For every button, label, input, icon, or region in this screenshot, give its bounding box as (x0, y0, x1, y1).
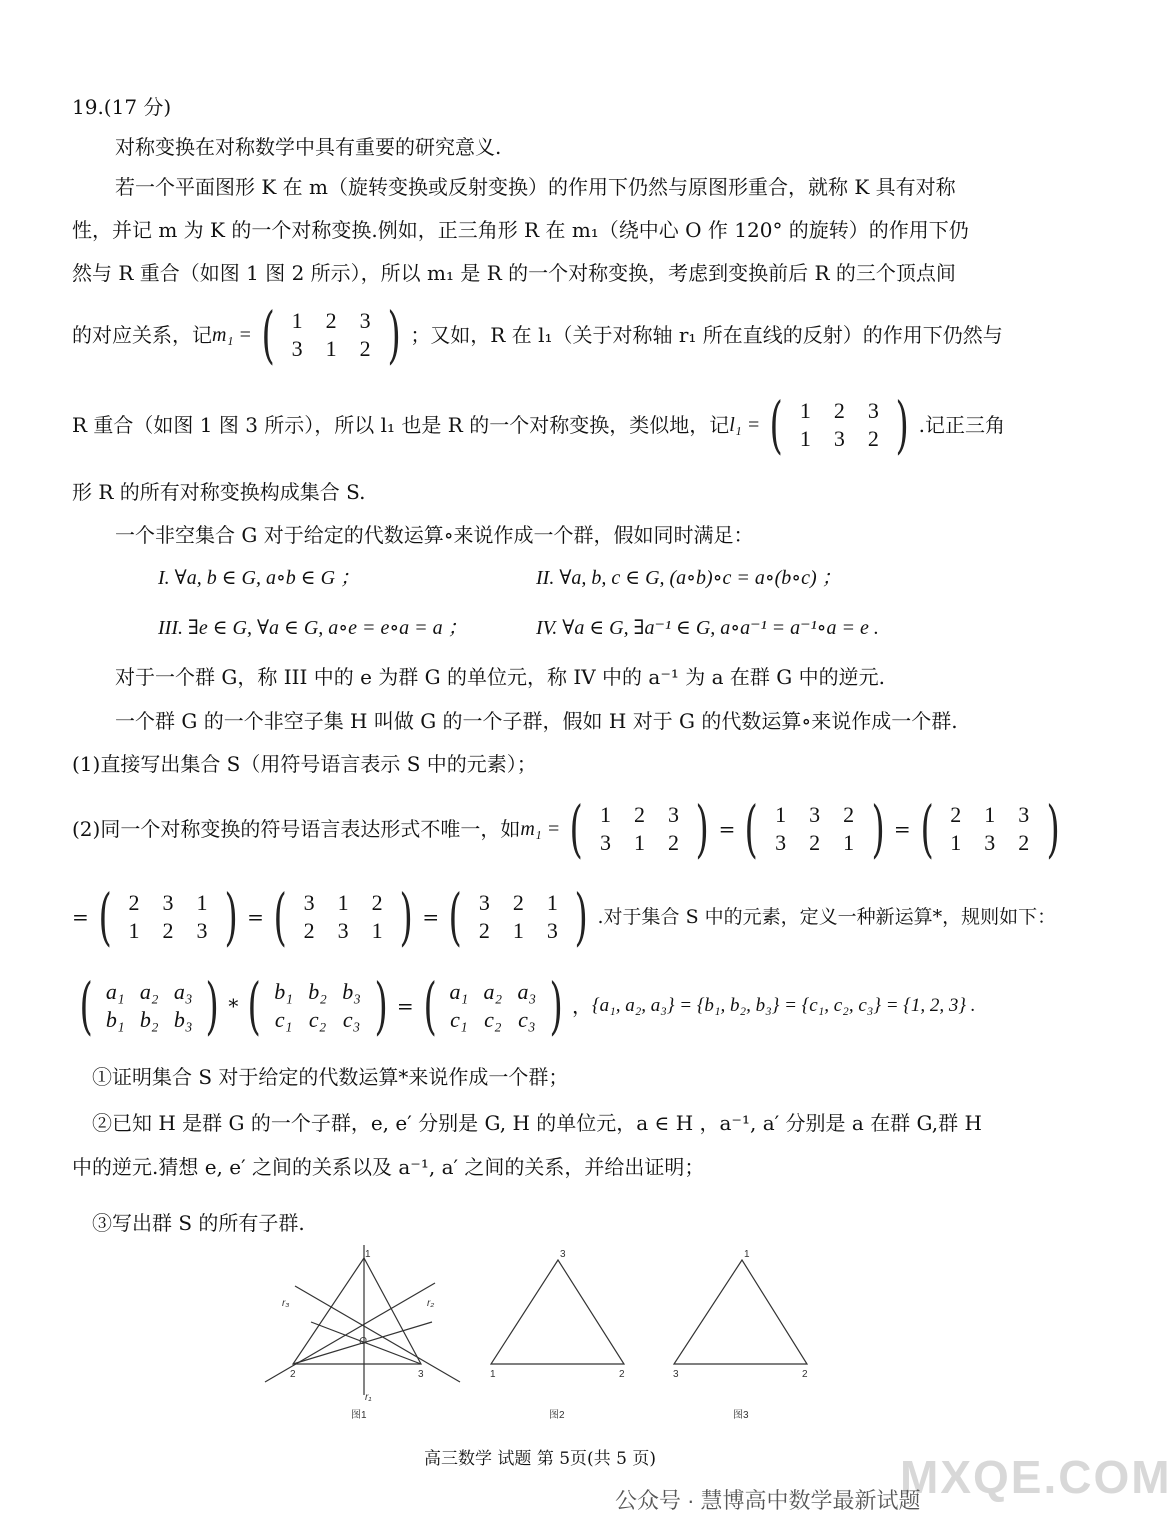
matrix-right-paren: ) (374, 969, 388, 1042)
fig1-center: O (359, 1336, 367, 1347)
matrix-cell: c₁ (450, 1007, 468, 1032)
matrix-cell: 2 (478, 918, 490, 943)
matrix-cell: 2 (325, 308, 337, 333)
matrix-cell: 2 (162, 918, 174, 943)
fig3-caption: 图3 (733, 1410, 749, 1421)
para1-line-b: 性，并记 m 为 K 的一个对称变换.例如，正三角形 R 在 m₁（绕中心 O 作 120° 的旋转）的作用下仍 (72, 218, 969, 242)
part1-text: (1)直接写出集合 S（用符号语言表示 S 中的元素）； (72, 752, 537, 776)
matrix-cell: a₃ (173, 979, 193, 1004)
matrix-right-paren: ) (205, 969, 219, 1042)
matrix-cell: b₁ (105, 1007, 125, 1032)
matrix-right-paren: ) (895, 388, 910, 461)
form-matrix-4 (93, 880, 243, 953)
rule-right-matrix (418, 969, 568, 1042)
sub-question-3: ③写出群 S 的所有子群. (92, 1211, 305, 1235)
part2-line-b (72, 880, 1057, 953)
matrix-cell: b₁ (274, 979, 293, 1004)
para1-line-e-post: .记正三角 (918, 413, 1005, 437)
fig1-vertex-right: 3 (418, 1369, 424, 1380)
matrix-right-paren: ) (399, 880, 413, 953)
matrix-cell: b₂ (308, 979, 327, 1004)
eq-sign: = (72, 905, 89, 929)
matrix-cell: 3 (196, 918, 208, 943)
matrix-cell: 2 (1018, 830, 1030, 855)
matrix-cell: 1 (775, 802, 787, 827)
matrix-cell: 1 (950, 830, 962, 855)
rule-mid-matrix (242, 969, 392, 1042)
fig2-vertex-left: 1 (490, 1369, 496, 1380)
matrix-cell: 3 (867, 398, 879, 423)
para1-line-e (72, 390, 1010, 460)
para1-line-f: 形 R 的所有对称变换构成集合 S. (72, 480, 366, 504)
sub-question-2-a: ②已知 H 是群 G 的一个子群，e, e′ 分别是 G, H 的单位元，a ∈ H ，a⁻¹, a′ 分别是 a 在群 G,群 H (92, 1111, 982, 1135)
m1-matrix (256, 298, 406, 371)
axiom-I: I. ∀a, b ∈ G, a∘b ∈ G ； (158, 567, 361, 589)
fig1-r3: r₃ (282, 1298, 290, 1309)
page-footer: 高三数学 试题 第 5页(共 5 页) (424, 1449, 656, 1469)
matrix-grid (939, 802, 1041, 856)
fig1-vertex-top: 1 (365, 1249, 371, 1260)
matrix-cell: 3 (1018, 802, 1030, 827)
matrix-right-paren: ) (1046, 792, 1060, 865)
matrix-cell: 2 (512, 890, 524, 915)
matrix-cell: 3 (337, 918, 349, 943)
rule-left-matrix (74, 969, 224, 1042)
matrix-left-paren: ( (569, 792, 584, 865)
matrix-cell: 2 (128, 890, 140, 915)
matrix-left-paren: ( (273, 880, 287, 953)
axis-r2 (265, 1283, 435, 1382)
sets-equation: {a₁, a₂, a₃} = {b₁, b₂, b₃} = {c₁, c₂, c₃} = {1, 2, 3} . (591, 995, 976, 1016)
star-op: * (228, 994, 239, 1018)
matrix-left-paren: ( (920, 792, 934, 865)
eq-sign: = (422, 905, 440, 929)
matrix-cell: 1 (371, 918, 383, 943)
m1-label-2: m₁ = (520, 818, 561, 840)
matrix-cell: a₁ (449, 979, 469, 1004)
matrix-cell: 1 (546, 890, 558, 915)
matrix-cell: a₃ (517, 979, 537, 1004)
l1-label: l₁ = (729, 414, 761, 436)
matrix-cell: 3 (599, 830, 611, 855)
matrix-cell: 1 (843, 830, 855, 855)
matrix-cell: 1 (196, 890, 208, 915)
matrix-cell: 3 (359, 308, 371, 333)
rule-line (70, 970, 1010, 1042)
matrix-right-paren: ) (574, 880, 589, 953)
matrix-cell: a₁ (105, 979, 125, 1004)
fig3-vertex-right: 2 (802, 1369, 808, 1380)
matrix-grid (788, 398, 890, 452)
matrix-cell: 1 (799, 426, 811, 451)
part2-b-post: .对于集合 S 中的元素，定义一种新运算*，规则如下： (597, 906, 1057, 928)
matrix-cell: 3 (303, 890, 315, 915)
para1-line-d-pre: 的对应关系，记 (72, 323, 212, 347)
matrix-grid (588, 802, 690, 856)
matrix-left-paren: ( (98, 880, 112, 953)
matrix-cell: 2 (667, 830, 679, 855)
fig1-r1: r₁ (365, 1392, 372, 1403)
matrix-right-paren: ) (387, 298, 401, 371)
sub-question-1: ①证明集合 S 对于给定的代数运算*来说作成一个群； (92, 1065, 569, 1089)
fig1-caption: 图1 (351, 1410, 367, 1421)
matrix-cell: 3 (162, 890, 174, 915)
matrix-cell: 2 (371, 890, 383, 915)
matrix-cell: c₁ (274, 1007, 293, 1032)
matrix-cell: 3 (809, 802, 821, 827)
matrix-cell: a₂ (139, 979, 159, 1004)
matrix-cell: 1 (291, 308, 303, 333)
matrix-cell: 1 (599, 802, 611, 827)
para1-line-e-pre: R 重合（如图 1 图 3 所示），所以 l₁ 也是 R 的一个对称变换，类似地，记 (72, 413, 730, 437)
matrix-cell: 2 (809, 830, 821, 855)
axiom-IV: IV. ∀a ∈ G, ∃a⁻¹ ∈ G, a∘a⁻¹ = a⁻¹∘a = e . (536, 617, 879, 639)
matrix-grid (117, 890, 219, 944)
unit-definition: 对于一个群 G，称 III 中的 e 为群 G 的单位元，称 IV 中的 a⁻¹ 为 a 在群 G 中的逆元. (115, 665, 885, 689)
para1-line-d (72, 300, 1010, 370)
l1-matrix (764, 388, 914, 461)
matrix-cell: 3 (291, 336, 303, 361)
matrix-cell: a₂ (483, 979, 503, 1004)
triangle-2 (491, 1260, 624, 1364)
matrix-left-paren: ( (448, 880, 462, 953)
matrix-right-paren: ) (549, 969, 563, 1042)
form-matrix-5 (268, 880, 418, 953)
fig3-vertex-left: 3 (673, 1369, 679, 1380)
part2-line-a (72, 792, 1060, 865)
fig3-vertex-top: 1 (744, 1249, 750, 1260)
sub-question-2-b: 中的逆元.猜想 e, e′ 之间的关系以及 a⁻¹, a′ 之间的关系，并给出证明； (72, 1155, 705, 1179)
matrix-grid (442, 979, 544, 1033)
fig2-vertex-top: 3 (560, 1249, 566, 1260)
axiom-II: II. ∀a, b, c ∈ G, (a∘b)∘c = a∘(b∘c) ； (536, 567, 842, 589)
form-matrix-1 (564, 792, 714, 865)
matrix-cell: 1 (799, 398, 811, 423)
matrix-cell: 1 (633, 830, 645, 855)
form-matrix-6 (443, 880, 593, 953)
matrix-left-paren: ( (769, 388, 783, 461)
matrix-cell: c₃ (342, 1007, 361, 1032)
matrix-right-paren: ) (224, 880, 238, 953)
matrix-cell: 1 (128, 918, 140, 943)
fig2-caption: 图2 (549, 1410, 565, 1421)
axiom-III: III. ∃e ∈ G, ∀a ∈ G, a∘e = e∘a = a ； (158, 617, 468, 639)
matrix-cell: 3 (667, 802, 679, 827)
form-matrix-2 (739, 792, 889, 865)
subgroup-definition: 一个群 G 的一个非空子集 H 叫做 G 的一个子群，假如 H 对于 G 的代数运算∘来说作成一个群. (115, 709, 958, 733)
matrix-grid (764, 802, 866, 856)
matrix-grid (467, 890, 569, 944)
matrix-cell: c₂ (484, 1007, 502, 1032)
matrix-grid (267, 979, 369, 1033)
matrix-cell: 3 (984, 830, 996, 855)
matrix-cell: 3 (546, 918, 558, 943)
matrix-cell: 1 (337, 890, 349, 915)
figures (255, 1240, 835, 1425)
matrix-right-paren: ) (695, 792, 710, 865)
watermark: 公众号 · 慧博高中数学最新试题 (615, 1488, 921, 1513)
para1-line-a: 若一个平面图形 K 在 m（旋转变换或反射变换）的作用下仍然与原图形重合，就称 K 具有对称 (115, 175, 956, 199)
matrix-cell: 2 (303, 918, 315, 943)
matrix-cell: b₂ (139, 1007, 159, 1032)
matrix-cell: 1 (325, 336, 337, 361)
eq-sign: = (718, 817, 736, 841)
matrix-cell: c₃ (518, 1007, 536, 1032)
matrix-cell: 2 (950, 802, 962, 827)
watermark-site: MXQE.COM (900, 1451, 1172, 1503)
axis-r3 (295, 1286, 460, 1382)
matrix-left-paren: ( (247, 969, 262, 1042)
fig2-vertex-right: 2 (619, 1369, 625, 1380)
fig1-r2: r₂ (427, 1298, 435, 1309)
matrix-cell: 2 (843, 802, 855, 827)
eq-sign: = (247, 905, 264, 929)
matrix-left-paren: ( (744, 792, 759, 865)
matrix-cell: 2 (359, 336, 371, 361)
eq-sign: = (396, 994, 414, 1018)
matrix-left-paren: ( (261, 298, 275, 371)
m1-label: m₁ = (212, 324, 252, 346)
matrix-grid (98, 979, 200, 1033)
matrix-cell: 1 (984, 802, 996, 827)
matrix-cell: 2 (633, 802, 645, 827)
matrix-cell: 3 (478, 890, 490, 915)
comma: ， (571, 994, 592, 1018)
matrix-grid (280, 308, 382, 362)
question-header: 19.(17 分) (72, 95, 172, 119)
matrix-cell: 3 (775, 830, 787, 855)
matrix-cell: 1 (512, 918, 524, 943)
matrix-left-paren: ( (423, 969, 437, 1042)
matrix-cell: c₂ (308, 1007, 327, 1032)
fig1-vertex-left: 2 (290, 1369, 296, 1380)
intro-text: 对称变换在对称数学中具有重要的研究意义. (115, 135, 502, 159)
para1-line-c: 然与 R 重合（如图 1 图 2 所示），所以 m₁ 是 R 的一个对称变换，考虑到变换前后 R 的三个顶点间 (72, 261, 956, 285)
para1-line-d-post: ；又如，R 在 l₁（关于对称轴 r₁ 所在直线的反射）的作用下仍然与 (410, 323, 1003, 347)
matrix-left-paren: ( (79, 969, 93, 1042)
form-matrix-3 (915, 792, 1065, 865)
matrix-cell: 2 (833, 398, 845, 423)
matrix-cell: 3 (833, 426, 845, 451)
matrix-cell: b₃ (342, 979, 361, 1004)
group-definition: 一个非空集合 G 对于给定的代数运算∘来说作成一个群，假如同时满足： (115, 523, 754, 547)
matrix-right-paren: ) (871, 792, 885, 865)
matrix-grid (292, 890, 394, 944)
matrix-cell: b₃ (173, 1007, 193, 1032)
triangle-3 (674, 1260, 807, 1364)
part2-pre: (2)同一个对称变换的符号语言表达形式不唯一，如 (72, 817, 521, 841)
matrix-cell: 2 (867, 426, 879, 451)
eq-sign: = (893, 817, 911, 841)
